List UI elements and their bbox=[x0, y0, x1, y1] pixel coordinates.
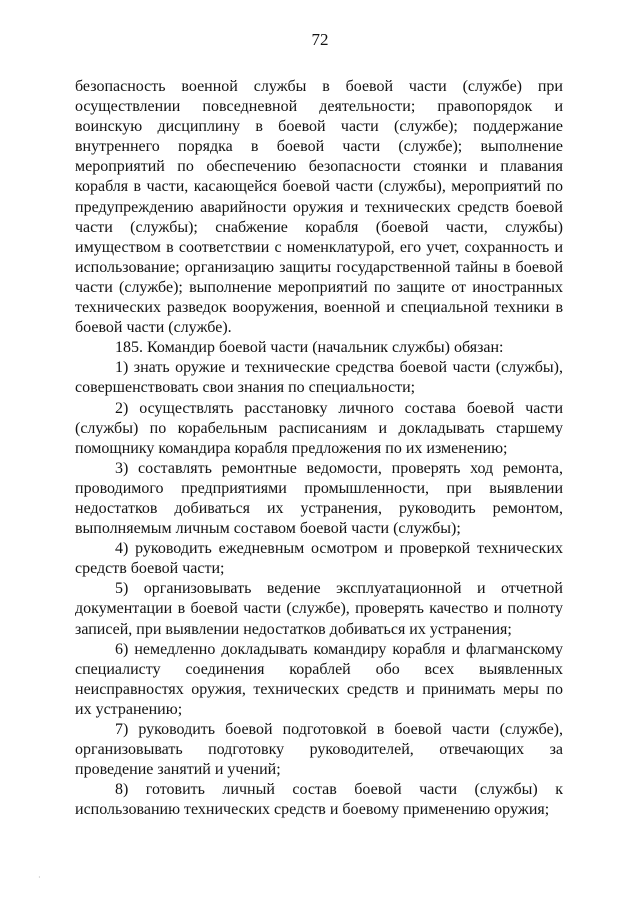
text-line: проводимого предприятиями промышленности, при выявлении bbox=[75, 479, 563, 497]
text-line: 7) руководить боевой подготовкой в боевой части (службе), bbox=[115, 721, 563, 738]
text-line: организовывать подготовку руководителей, отвечающих за bbox=[75, 741, 563, 759]
text-line: осуществлении повседневной деятельности; правопорядок и bbox=[75, 98, 563, 116]
text-line: предупреждению аварийности оружия и технических средств боевой bbox=[75, 198, 563, 216]
text-line: 2) осуществлять расстановку личного состава боевой части bbox=[115, 399, 563, 417]
text-line: недостатков добиваться их устранения, руководить ремонтом, bbox=[75, 499, 563, 517]
text-line: технических разведок вооружения, военной и специальной техники в bbox=[75, 299, 563, 317]
text-line: неисправностях оружия, технических средств и принимать меры по bbox=[75, 680, 563, 698]
text-line: 6) немедленно докладывать командиру корабля и флагманскому bbox=[115, 640, 563, 658]
text-line: документации в боевой части (службе), проверять качество и полноту bbox=[75, 600, 563, 618]
text-line: мероприятий по обеспечению безопасности стоянки и плавания bbox=[75, 158, 563, 176]
text-line: 1) знать оружие и технические средства боевой части (службы), bbox=[115, 359, 563, 377]
text-line: 3) составлять ремонтные ведомости, проверять ход ремонта, bbox=[115, 459, 563, 477]
text-line: выполняемым личным составом боевой части (службы); bbox=[75, 520, 461, 538]
text-line: использование; организацию защиты государственной тайны в боевой bbox=[75, 258, 563, 276]
text-line: безопасность военной службы в боевой части (службе) при bbox=[75, 78, 563, 95]
text-line: части (службы); снабжение корабля (боевой части, службы) bbox=[75, 218, 563, 236]
text-line: имуществом в соответствии с номенклатурой, его учет, сохранность и bbox=[75, 238, 563, 256]
text-line: боевой части (службе). bbox=[75, 319, 232, 337]
text-line: (службы) по корабельным расписаниям и докладывать старшему bbox=[75, 419, 563, 437]
text-line: 4) руководить ежедневным осмотром и проверкой технических bbox=[115, 540, 563, 558]
page-number: 72 bbox=[311, 30, 329, 49]
text-line: проведение занятий и учений; bbox=[75, 761, 281, 779]
text-line: использованию технических средств и боевому применению оружия; bbox=[75, 801, 550, 819]
text-line: корабля в части, касающейся боевой части (службы), мероприятий по bbox=[75, 178, 563, 196]
text-line: воинскую дисциплину в боевой части (службе); поддержание bbox=[75, 118, 563, 136]
document-body bbox=[75, 77, 563, 820]
text-line: их устранению; bbox=[75, 700, 183, 718]
text-line: помощнику командира корабля предложения по их изменению; bbox=[75, 439, 508, 457]
text-line: совершенствовать свои знания по специальности; bbox=[75, 379, 416, 397]
text-line: 8) готовить личный состав боевой части (службы) к bbox=[115, 781, 563, 799]
text-line: записей, при выявлении недостатков добиваться их устранения; bbox=[75, 620, 512, 638]
scan-artifact-mark: · bbox=[38, 873, 41, 882]
text-line: 5) организовывать ведение эксплуатационной и отчетной bbox=[115, 580, 563, 598]
text-line: 185. Командир боевой части (начальник службы) обязан: bbox=[115, 339, 504, 357]
text-line: внутреннего порядка в боевой части (службе); выполнение bbox=[75, 138, 563, 156]
text-line: средств боевой части; bbox=[75, 560, 225, 578]
text-line: части (службе); выполнение мероприятий по защите от иностранных bbox=[75, 278, 563, 296]
text-line: специалисту соединения кораблей обо всех выявленных bbox=[75, 660, 563, 678]
